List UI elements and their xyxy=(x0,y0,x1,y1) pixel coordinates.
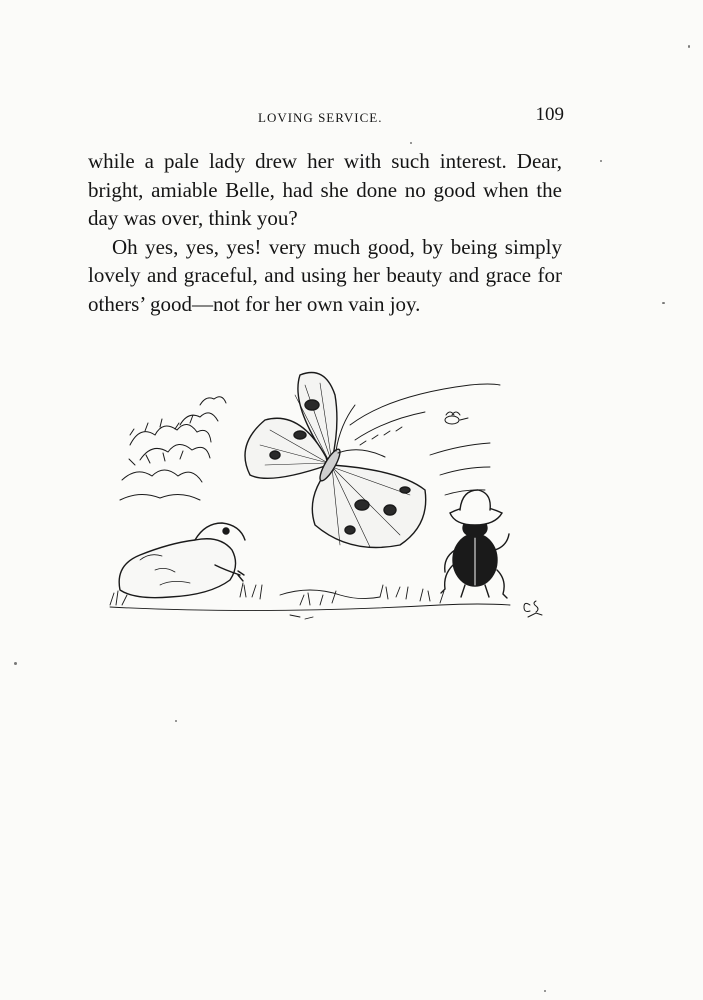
page-number: 109 xyxy=(535,104,564,125)
running-head-title: LOVING SERVICE. xyxy=(258,110,383,125)
foliage xyxy=(120,397,226,500)
paper-speck xyxy=(688,45,690,48)
frog xyxy=(119,523,245,598)
butterfly xyxy=(245,373,426,548)
paper-speck xyxy=(410,142,412,144)
paper-speck xyxy=(175,720,177,722)
artist-monogram xyxy=(524,601,542,617)
bee xyxy=(445,412,468,424)
running-head xyxy=(88,104,564,132)
illustration-butterfly-frog-beetle xyxy=(100,365,560,625)
paragraph-continued: while a pale lady drew her with such interest. Dear, bright, amiable Belle, had she done no good when the day was over, think you? xyxy=(88,149,562,230)
paper-speck xyxy=(662,302,665,304)
paper-speck xyxy=(544,990,546,992)
paper-speck xyxy=(600,160,602,162)
paragraph: Oh yes, yes, yes! very much good, by being simply lovely and graceful, and using her beauty and grace for others’ good—not for her own vain joy. xyxy=(88,234,562,316)
body-text xyxy=(88,147,562,318)
paper-speck xyxy=(14,662,17,665)
beetle-in-hat xyxy=(441,490,509,598)
